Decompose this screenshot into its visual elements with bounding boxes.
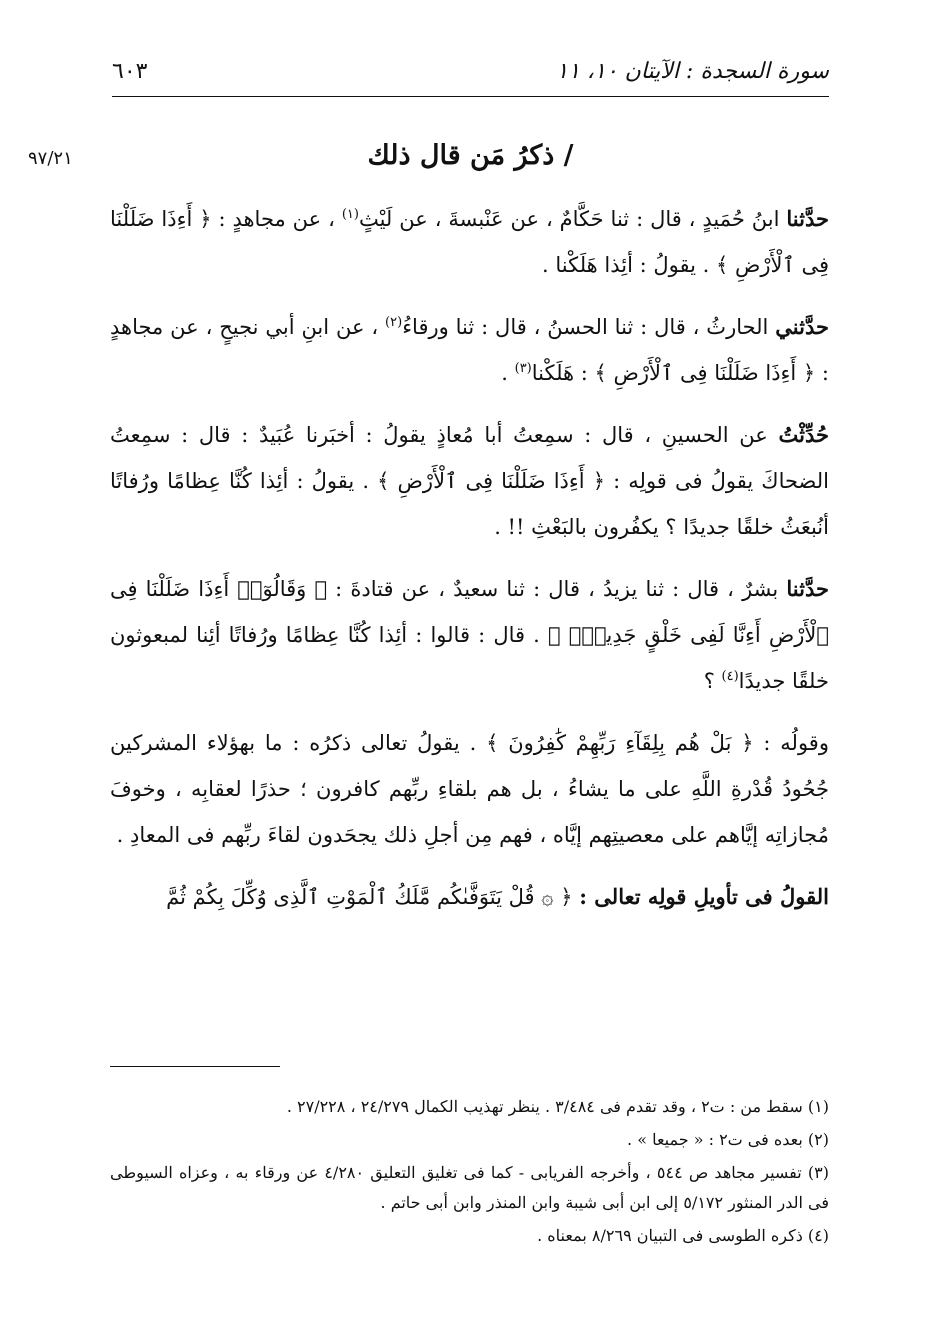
footnote-marker: (٤) [721,669,739,684]
footnote-marker: (٣) [514,361,532,376]
next-section-heading [110,874,829,920]
paragraph-5 [110,720,829,858]
paragraph-text: عن الحسينِ ، قال : سمِعتُ أبا مُعاذٍ يقولُ : أخبَرنا عُبَيدٌ : قال : سمِعتُ الضحاكَ يقولُ فى قولِه : ﴿ أَءِذَا ضَلَلْنَا فِى ٱلْأَرْضِ ﴾ . يقولُ : أئِذا كُنَّا عِظامًا ورُفاتًا أنُبعَثُ خلقًا جديدًا ؟ يكفُرون بالبَعْثِ !! . [110,423,829,539]
marginal-reference: ٩٧/٢١ [28,148,73,169]
paragraph-text: . [501,361,515,385]
narration-lead: حدَّثنا [786,206,829,231]
paragraph-text: الحارثُ ، قال : ثنا الحسنُ ، قال : ثنا ورقاءُ [402,315,769,339]
surah-title: سورة السجدة : الآيتان ١٠، ١١ [556,59,829,84]
header-rule [112,96,829,97]
footnote-4: (٤) ذكره الطوسى فى التبيان ٨/٢٦٩ بمعناه . [537,1226,829,1245]
paragraph-text: وقولُه : ﴿ بَلْ هُم بِلِقَآءِ رَبِّهِمْ كَٰفِرُونَ ﴾ . يقولُ تعالى ذكرُه : ما بهؤلاء المشركين جُحُودُ قُدْرةِ اللَّهِ على ما يشاءُ ، بل هم بلقاءِ ربِّهم كافرون ؛ حذرًا لعقابِه ، وخوفَ مُجازاتِه إيَّاهم على معصيتِهم إيَّاه ، فهم مِن أجلِ ذلك يجحَدون لقاءَ ربِّهم فى المعادِ . [110,731,829,847]
footnote-rule [110,1066,280,1067]
footnote-2: (٢) بعده فى ت٢ : « جميعا » . [627,1130,829,1149]
paragraph-text: بشرٌ ، قال : ثنا يزيدُ ، قال : ثنا سعيدٌ ، عن قتادةَ : ﴿ وَقَالُوٓا۟ أَءِذَا ضَلَلْنَا فِى ٱلْأَرْضِ أَءِنَّا لَفِى خَلْقٍ جَدِيدٍۭ ﴾ . قال : قالوا : أئِذا كُنَّا عِظامًا ورُفاتًا أئِنا لمبعوثون خلقًا جديدًا [110,577,829,693]
paragraph-1 [110,196,829,288]
paragraph-4 [110,566,829,704]
paragraph-text: ابنُ حُمَيدٍ ، قال : ثنا حَكَّامٌ ، عن عَنْبسةَ ، عن لَيْثٍ [358,207,780,231]
paragraph-text: ، عن ابنِ أبي نجيحٍ ، عن مجاهدٍ : ﴿ أَءِذَا ضَلَلْنَا فِى ٱلْأَرْضِ ﴾ : هَلَكْنا [110,315,829,385]
next-heading-lead: القولُ فى تأويلِ قولِه تعالى : [579,884,829,909]
footnotes [110,1092,829,1254]
main-text [110,196,829,936]
footnote-marker: (١) [341,207,359,222]
paragraph-text: ؟ [703,669,722,693]
narration-lead: حدَّثنا [786,576,829,601]
paragraph-text: ، عن مجاهدٍ : ﴿ أَءِذَا ضَلَلْنَا فِى ٱلْأَرْضِ ﴾ . يقولُ : أئِذا هَلَكْنا . [110,207,829,277]
running-header [112,52,829,92]
paragraph-3 [110,412,829,550]
footnote-marker: (٢) [385,315,403,330]
footnote-3: (٣) تفسير مجاهد ص ٥٤٤ ، وأخرجه الفريابى - كما فى تغليق التعليق ٤/٢٨٠ عن ورقاء به ، وعزاه السيوطى فى الدر المنثور ٥/١٧٢ إلى ابن أبى شيبة وابن المنذر وابن أبى حاتم . [110,1163,830,1212]
paragraph-2 [110,304,829,396]
next-heading-verse: ﴿ ۞ قُلْ يَتَوَفَّىٰكُم مَّلَكُ ٱلْمَوْتِ ٱلَّذِى وُكِّلَ بِكُمْ ثُمَّ [166,885,573,909]
page-number: ٦٠٣ [112,59,148,84]
narration-lead: حدَّثني [775,314,829,339]
narration-lead: حُدِّثْتُ [778,422,829,447]
footnote-1: (١) سقط من : ت٢ ، وقد تقدم فى ٣/٤٨٤ . ينظر تهذيب الكمال ٢٤/٢٧٩ ، ٢٧/٢٢٨ . [286,1097,829,1116]
section-heading: / ذكرُ مَن قال ذلك [367,140,574,171]
